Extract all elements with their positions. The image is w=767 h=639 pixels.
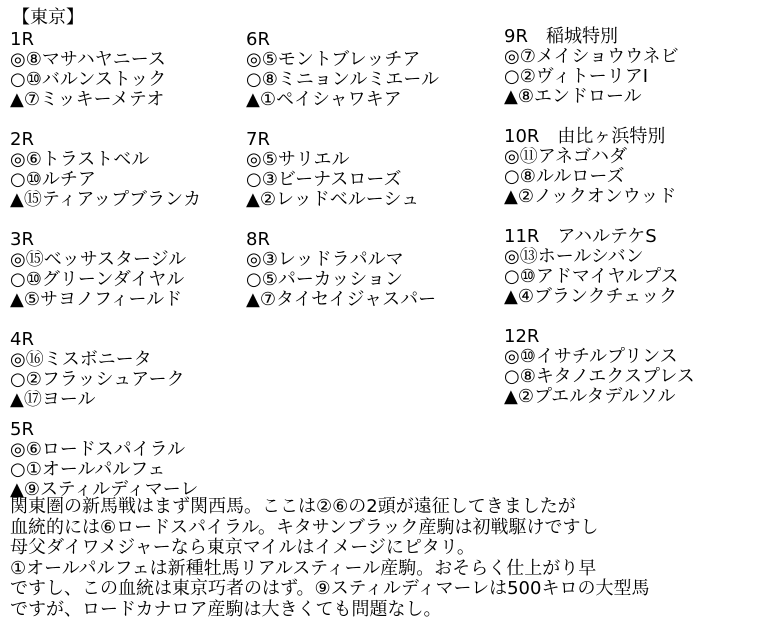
race-header: 12R [504, 326, 540, 347]
race-header: 8R [246, 229, 270, 250]
pick-taikou: ○⑩アドマイヤルプス [504, 267, 679, 287]
race-header: 2R [10, 129, 34, 150]
pick-taikou: ○⑤パーカッション [246, 270, 403, 290]
pick-honmei: ◎⑮ベッサスタージル [10, 250, 187, 270]
pick-honmei: ◎⑥トラストベル [10, 150, 150, 170]
pick-honmei: ◎⑩イサチルプリンス [504, 347, 678, 367]
pick-taikou: ○②フラッシュアーク [10, 370, 185, 390]
pick-taikou: ○⑧ミニョンルミエール [246, 70, 440, 90]
pick-taikou: ○⑩グリーンダイヤル [10, 270, 185, 290]
pick-honmei: ◎⑯ミスボニータ [10, 350, 152, 370]
race-block-4r [10, 330, 238, 410]
pick-tanana: ▲②ノックオンウッド [504, 187, 677, 207]
race-header: 6R [246, 29, 270, 50]
pick-taikou: ○⑩バルンストック [10, 70, 167, 90]
commentary-line: 母父ダイワメジャーなら東京マイルはイメージにピタリ。 [10, 537, 475, 558]
race-header: 3R [10, 229, 34, 250]
pick-taikou: ○①オールパルフェ [10, 460, 166, 480]
race-header: 10R 由比ヶ浜特別 [504, 126, 666, 147]
pick-tanana: ▲⑦ミッキーメテオ [10, 90, 165, 110]
pick-tanana: ▲⑧エンドロール [504, 87, 642, 107]
pick-honmei: ◎⑧マサハヤニース [10, 50, 166, 70]
pick-honmei: ◎③レッドラパルマ [246, 250, 404, 270]
race-header: 1R [10, 29, 34, 50]
pick-tanana: ▲⑤サヨノフィールド [10, 290, 183, 310]
race-header: 11R アハルテケS [504, 226, 657, 247]
venue-title: 【東京】 [12, 7, 84, 28]
race-header: 9R 稲城特別 [504, 26, 618, 47]
race-block-9r [504, 27, 754, 107]
race-header: 4R [10, 329, 34, 350]
race-block-7r [246, 130, 474, 210]
race-header: 5R [10, 419, 34, 440]
race-block-11r [504, 227, 754, 307]
pick-taikou: ○②ヴィトーリアI [504, 67, 649, 87]
pick-taikou: ○⑧ルルローズ [504, 167, 625, 187]
race-block-2r [10, 130, 238, 210]
pick-tanana: ▲②レッドベルーシュ [246, 190, 420, 210]
commentary-line: 関東圏の新馬戦はまず関西馬。ここは②⑥の2頭が遠征してきましたが [10, 496, 576, 517]
pick-honmei: ◎⑤モントブレッチア [246, 50, 421, 70]
race-block-5r [10, 420, 238, 500]
pick-taikou: ○⑧キタノエクスプレス [504, 367, 695, 387]
race-block-3r [10, 230, 238, 310]
commentary-line: ①オールパルフェは新種牡馬リアルスティール産駒。おそらく仕上がり早 [10, 557, 597, 579]
pick-honmei: ◎⑪アネゴハダ [504, 147, 627, 167]
pick-tanana: ▲①ペイシャワキア [246, 90, 402, 110]
pick-tanana: ▲④ブランクチェック [504, 287, 678, 307]
pick-honmei: ◎⑥ロードスパイラル [10, 440, 186, 460]
pick-tanana: ▲⑦タイセイジャスパー [246, 290, 437, 310]
race-header: 7R [246, 129, 270, 150]
pick-honmei: ◎⑦メイショウウネビ [504, 47, 679, 67]
commentary-line: ですし、この血統は東京巧者のはず。⑨スティルディマーレは500キロの大型馬 [10, 578, 650, 599]
pick-tanana: ▲⑮ティアップブランカ [10, 190, 202, 210]
race-block-10r [504, 127, 754, 207]
race-block-1r [10, 30, 238, 110]
commentary-line: 血統的には⑥ロードスパイラル。キタサンブラック産駒は初戦駆けですし [10, 516, 599, 538]
pick-honmei: ◎⑬ホールシバン [504, 247, 644, 267]
commentary-text [10, 497, 760, 620]
pick-honmei: ◎⑤サリエル [246, 150, 350, 170]
race-block-8r [246, 230, 474, 310]
race-block-6r [246, 30, 474, 110]
pick-taikou: ○⑩ルチア [10, 170, 96, 190]
commentary-line: ですが、ロードカナロア産駒は大きくても問題なし。 [10, 598, 442, 620]
pick-taikou: ○③ビーナスローズ [246, 170, 402, 190]
pick-tanana: ▲②プエルタデルソル [504, 387, 676, 407]
pick-tanana: ▲⑰ヨール [10, 390, 96, 410]
pick-tanana: ▲⑨スティルディマーレ [10, 480, 199, 500]
race-block-12r [504, 327, 754, 407]
